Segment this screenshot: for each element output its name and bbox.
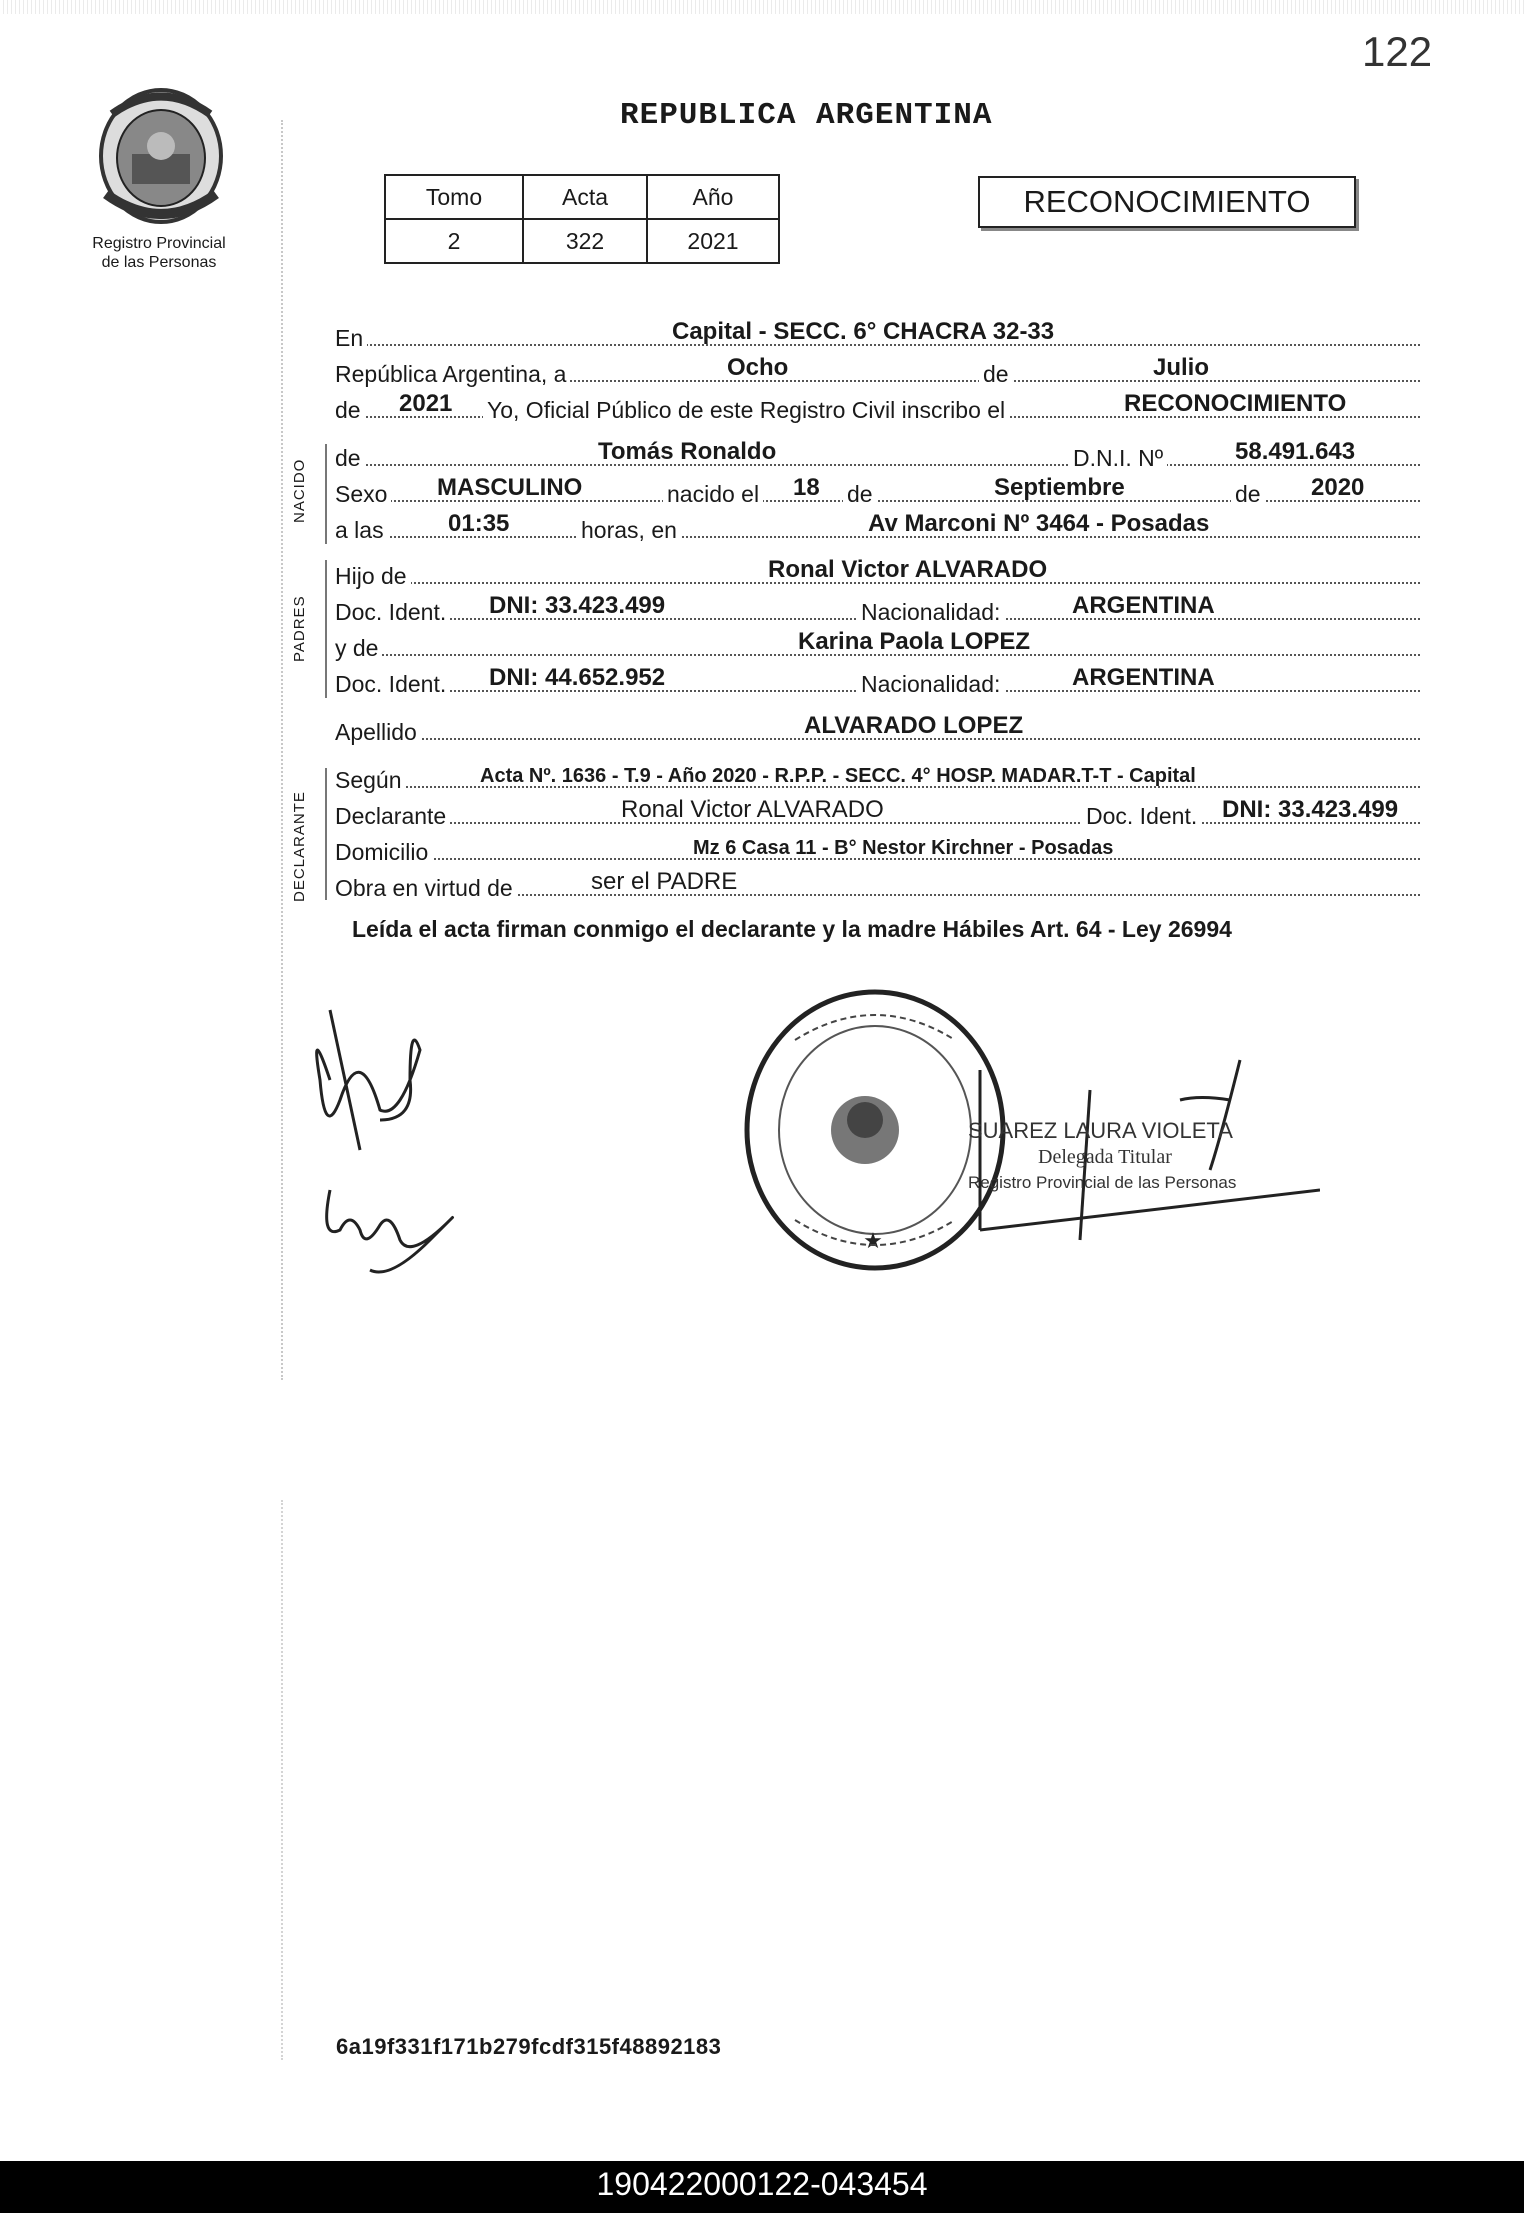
label-sexo: Sexo (335, 481, 391, 508)
official-block (968, 1118, 1236, 1196)
acta-table (384, 174, 780, 264)
value-en: Capital - SECC. 6° CHACRA 32-33 (672, 318, 1055, 345)
label-dni: D.N.I. Nº (1069, 445, 1167, 472)
acta-table-value-row (385, 219, 779, 263)
registry-caption-line2: de las Personas (101, 254, 217, 271)
label-de-birth-month: de (843, 481, 877, 508)
closing-text: Leída el acta firman conmigo el declarante y la madre Hábiles Art. 64 - Ley 26994 (352, 916, 1232, 942)
label-en: En (335, 325, 367, 352)
scan-noise (0, 0, 1524, 14)
value-month: Julio (1153, 354, 1210, 381)
label-hijo-de: Hijo de (335, 563, 411, 590)
label-declarante: Declarante (335, 803, 450, 830)
label-nac-madre: Nacionalidad: (857, 671, 1004, 698)
label-republica: República Argentina, a (335, 361, 570, 388)
row-doc-madre (335, 664, 1420, 698)
official-office: Registro Provincial de las Personas (968, 1173, 1237, 1192)
value-doc-declarante: DNI: 33.423.499 (1222, 796, 1399, 823)
value-birth-month: Septiembre (994, 474, 1125, 501)
row-declarante (335, 796, 1420, 830)
value-birth-year: 2020 (1311, 474, 1365, 501)
registry-caption-line1: Registro Provincial (92, 235, 226, 252)
official-role: Delegada Titular (1038, 1146, 1172, 1168)
label-domicilio: Domicilio (335, 839, 432, 866)
margin-rule (281, 120, 283, 1380)
label-de-birth-year: de (1231, 481, 1265, 508)
official-name: SUAREZ LAURA VIOLETA (968, 1118, 1233, 1143)
row-year (335, 390, 1420, 424)
row-domicilio (335, 832, 1420, 866)
brace-padres (325, 560, 327, 698)
value-domicilio: Mz 6 Casa 11 - B° Nestor Kirchner - Posadas (693, 837, 1114, 859)
label-a-las: a las (335, 517, 388, 544)
row-apellido (335, 712, 1420, 746)
value-birth-place: Av Marconi Nº 3464 - Posadas (868, 510, 1210, 537)
acta-header-ano: Año (647, 175, 779, 219)
label-inscribo: Yo, Oficial Público de este Registro Civil inscribo el (483, 397, 1009, 424)
label-de-year: de (335, 397, 365, 424)
label-y-de: y de (335, 635, 382, 662)
acta-header-acta: Acta (523, 175, 647, 219)
value-hora: 01:35 (448, 510, 510, 537)
value-declarante: Ronal Victor ALVARADO (621, 796, 884, 823)
value-segun: Acta Nº. 1636 - T.9 - Año 2020 - R.P.P. - SECC. 4° HOSP. MADAR.T-T - Capital (480, 765, 1196, 787)
acta-value-tomo: 2 (385, 219, 523, 263)
footer-code: 190422000122-043454 (596, 2166, 928, 2202)
row-doc-padre (335, 592, 1420, 626)
value-year: 2021 (399, 390, 453, 417)
label-obra: Obra en virtud de (335, 875, 517, 902)
brace-nacido (325, 444, 327, 544)
value-madre: Karina Paola LOPEZ (798, 628, 1031, 655)
value-nombre: Tomás Ronaldo (598, 438, 777, 465)
label-segun: Según (335, 767, 406, 794)
value-padre: Ronal Victor ALVARADO (768, 556, 1048, 583)
label-de-nombre: de (335, 445, 365, 472)
value-doc-padre: DNI: 33.423.499 (489, 592, 666, 619)
side-label-declarante: DECLARANTE (291, 791, 308, 902)
document-hash: 6a19f331f171b279fcdf315f48892183 (336, 2034, 722, 2059)
document-type-box: RECONOCIMIENTO (978, 176, 1356, 228)
row-y-de (335, 628, 1420, 662)
label-nac-padre: Nacionalidad: (857, 599, 1004, 626)
value-dni: 58.491.643 (1235, 438, 1356, 465)
row-sexo (335, 474, 1420, 508)
label-doc-padre: Doc. Ident. (335, 599, 450, 626)
value-day: Ocho (727, 354, 789, 381)
value-obra: ser el PADRE (591, 868, 738, 895)
row-hijo-de (335, 556, 1420, 590)
label-apellido: Apellido (335, 719, 421, 746)
label-de-month: de (979, 361, 1013, 388)
acta-value-acta: 322 (523, 219, 647, 263)
provincia-de-misiones-crest-icon (92, 84, 230, 234)
registry-caption (70, 234, 248, 272)
row-obra (335, 868, 1420, 902)
acta-header-tomo: Tomo (385, 175, 523, 219)
row-nombre (335, 438, 1420, 472)
label-horas-en: horas, en (577, 517, 681, 544)
side-label-nacido: NACIDO (291, 458, 308, 523)
acta-value-ano: 2021 (647, 219, 779, 263)
svg-text:★: ★ (863, 1228, 883, 1253)
label-nacido-el: nacido el (663, 481, 763, 508)
value-doc-madre: DNI: 44.652.952 (489, 664, 666, 691)
value-sexo: MASCULINO (437, 474, 583, 501)
mother-signature-icon (310, 1170, 470, 1280)
label-doc-madre: Doc. Ident. (335, 671, 450, 698)
brace-declarante (325, 768, 327, 900)
value-birth-day: 18 (793, 474, 820, 501)
value-apellido: ALVARADO LOPEZ (804, 712, 1024, 739)
side-label-padres: PADRES (291, 595, 308, 662)
row-republica (335, 354, 1420, 388)
acta-table-header-row (385, 175, 779, 219)
row-en (335, 318, 1420, 352)
row-segun (335, 760, 1420, 794)
row-hora (335, 510, 1420, 544)
page-title: REPUBLICA ARGENTINA (620, 98, 993, 133)
value-nac-padre: ARGENTINA (1072, 592, 1215, 619)
value-nac-madre: ARGENTINA (1072, 664, 1215, 691)
margin-rule-lower (281, 1500, 283, 2060)
label-doc-declarante: Doc. Ident. (1082, 803, 1201, 830)
value-acto: RECONOCIMIENTO (1124, 390, 1347, 417)
page-number: 122 (1362, 28, 1433, 75)
